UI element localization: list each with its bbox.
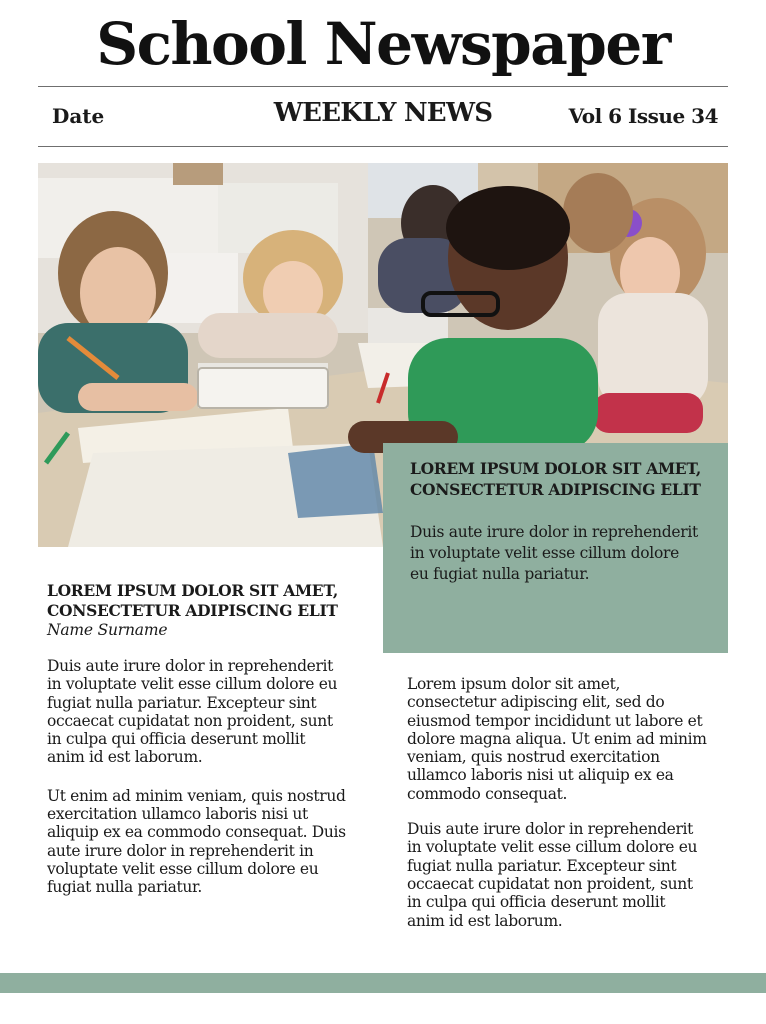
article-byline: Name Surname: [47, 621, 168, 639]
newspaper-masthead: School Newspaper: [96, 10, 670, 78]
article-paragraph: Ut enim ad minim veniam, quis nostrud exercitation ullamco laboris nisi ut aliquip ex ea commodo consequat. Duis aute irure dolor in reprehenderit in voluptate velit esse cillum dolore eu fugiat nulla pariatur.: [47, 786, 346, 897]
header-rule-top: [38, 86, 728, 87]
feature-story-box: [383, 443, 728, 653]
article-right: [407, 675, 707, 930]
article-paragraph: Lorem ipsum dolor sit amet, consectetur adipiscing elit, sed do eiusmod tempor incididunt ut labore et dolore magna aliqua. Ut enim ad minim veniam, quis nostrud exercitation ullamco laboris nisi ut aliquip ex ea commodo consequat.: [407, 675, 707, 803]
article-paragraph: Duis aute irure dolor in reprehenderit in voluptate velit esse cillum dolore eu fugiat nulla pariatur. Excepteur sint occaecat cupidatat non proident, sunt in culpa qui officia deserunt mollit anim id est laborum.: [47, 657, 338, 767]
feature-body: Duis aute irure dolor in reprehenderit in voluptate velit esse cillum dolore eu fugiat nulla pariatur.: [410, 523, 698, 583]
footer-accent-bar: [0, 973, 766, 993]
article-left: [47, 581, 347, 897]
feature-headline: LOREM IPSUM DOLOR SIT AMET, CONSECTETUR ADIPISCING ELIT: [410, 459, 701, 499]
issue-volume: Vol 6 Issue 34: [568, 104, 718, 128]
article-headline: LOREM IPSUM DOLOR SIT AMET, CONSECTETUR ADIPISCING ELIT: [47, 581, 338, 620]
article-paragraph: Duis aute irure dolor in reprehenderit in voluptate velit esse cillum dolore eu fugiat nulla pariatur. Excepteur sint occaecat cupidatat non proident, sunt in culpa qui officia deserunt mollit anim id est laborum.: [407, 820, 698, 930]
info-bar: [38, 96, 728, 136]
section-title: WEEKLY NEWS: [273, 98, 493, 128]
header-rule-bottom: [38, 146, 728, 147]
issue-date: Date: [52, 104, 105, 128]
